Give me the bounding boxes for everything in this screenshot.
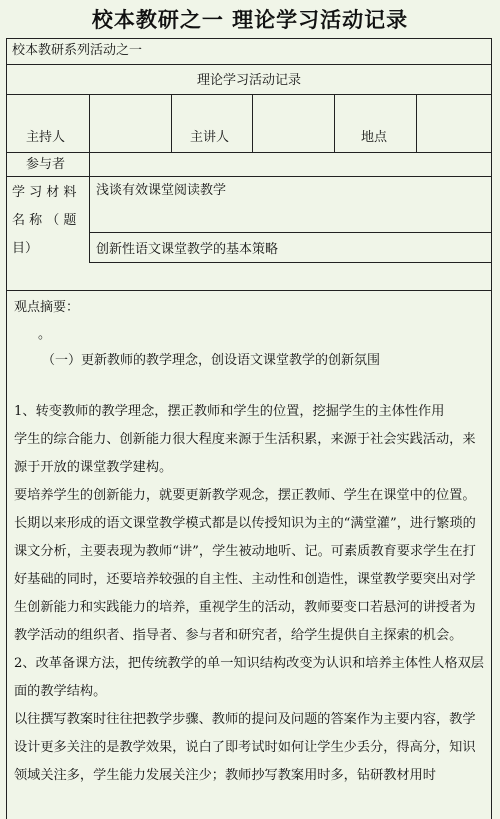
summary-paragraph: 2、改革备课方法，把传统教学的单一知识结构改变为认识和培养主体性人格双层面的教学结构。 bbox=[14, 656, 484, 699]
table-rule bbox=[6, 176, 492, 177]
table-rule bbox=[6, 64, 492, 65]
table-rule bbox=[6, 152, 492, 153]
summary-paragraph: 学生的综合能力、创新能力很大程度来源于生活积累，来源于社会实践活动，来源于开放的课堂教学建构。 bbox=[14, 432, 476, 475]
summary-paragraph: 1、转变教师的教学理念，摆正教师和学生的位置，挖掘学生的主体性作用 bbox=[14, 404, 445, 419]
table-col-rule bbox=[89, 94, 90, 262]
material-item: 创新性语文课堂教学的基本策略 bbox=[96, 242, 279, 257]
table-border-left bbox=[6, 38, 7, 819]
record-heading: 理论学习活动记录 bbox=[196, 73, 301, 88]
material-item: 浅谈有效课堂阅读教学 bbox=[96, 183, 227, 198]
speaker-label: 主讲人 bbox=[190, 130, 230, 145]
summary-section-heading: （一）更新教师的教学理念，创设语文课堂教学的创新氛围 bbox=[42, 353, 381, 368]
table-rule bbox=[89, 262, 492, 263]
summary-paragraph: 要培养学生的创新能力，就要更新教学观念，摆正教师、学生在课堂中的位置。长期以来形成的语文课堂教学模式都是以传授知识为主的“满堂灌”，进行繁琐的课文分析，主要表现为教师“讲”，学生被动地听、记。可素质教育要求学生在打好基础的同时，还要培养较强的自主性、主动性和创造性，课堂教学要突出对学生创新能力和实践能力的培养，重视学生的活动，教师要变口若悬河的讲授者为教学活动的组织者、指导者、参与者和研究者，给学生提供自主探索的机会。 bbox=[14, 488, 476, 643]
summary-paragraph: 以往撰写教案时往往把教学步骤、教师的提问及问题的答案作为主要内容，教学设计更多关注的是教学效果，说白了即考试时如何让学生少丢分，得高分，知识领域关注多，学生能力发展关注少；教师抄写教案用时多，钻研教材用时 bbox=[14, 712, 476, 783]
record-table bbox=[6, 38, 492, 819]
host-label: 主持人 bbox=[26, 130, 66, 145]
location-label: 地点 bbox=[361, 130, 388, 145]
series-label: 校本教研系列活动之一 bbox=[12, 43, 143, 58]
table-border-top bbox=[6, 38, 492, 39]
summary-dot: 。 bbox=[38, 327, 52, 342]
materials-label-3: 目） bbox=[12, 241, 39, 256]
table-col-rule bbox=[171, 94, 172, 152]
table-rule bbox=[6, 290, 492, 291]
table-col-rule bbox=[252, 94, 253, 152]
participants-label: 参与者 bbox=[26, 157, 66, 172]
summary-label: 观点摘要： bbox=[14, 300, 80, 315]
table-border-right bbox=[491, 38, 492, 819]
page-title: 校本教研之一 理论学习活动记录 bbox=[91, 8, 409, 32]
table-rule bbox=[6, 94, 492, 95]
table-col-rule bbox=[334, 94, 335, 152]
table-rule bbox=[89, 232, 492, 233]
summary-body bbox=[14, 398, 486, 790]
table-col-rule bbox=[416, 94, 417, 152]
materials-label-1: 学 习 材 料 bbox=[12, 185, 77, 200]
materials-label-2: 名 称 （ 题 bbox=[12, 213, 77, 228]
